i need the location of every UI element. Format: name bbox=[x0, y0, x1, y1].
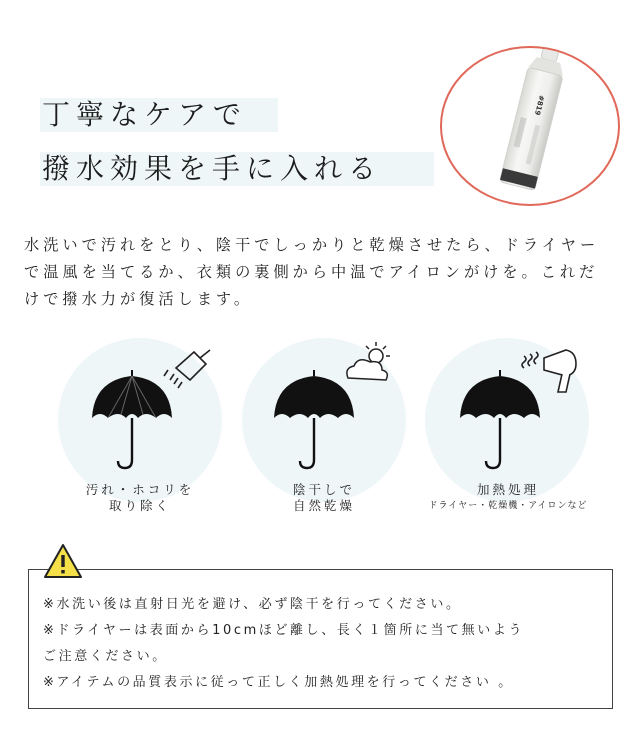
step-3-line-1: 加熱処理 bbox=[476, 482, 539, 497]
warning-icon bbox=[43, 543, 83, 579]
umbrella-sun-illustration bbox=[262, 340, 402, 480]
spray-can-icon bbox=[442, 48, 618, 204]
step-caption-1 bbox=[72, 482, 208, 514]
product-label: #819 bbox=[532, 94, 546, 117]
umbrella-icon bbox=[92, 370, 172, 468]
note-line-3: ご注意ください。 bbox=[43, 649, 168, 664]
step-1-line-2: 取り除く bbox=[108, 498, 171, 513]
description-text: 水洗いで汚れをとり、陰干でしっかりと乾燥させたら、ドライヤーで温風を当てるか、衣類の裏側から中温でアイロンがけを。これだけで撥水力が復活します。 bbox=[24, 236, 600, 308]
hair-dryer-icon bbox=[522, 350, 576, 392]
step-caption-3 bbox=[400, 482, 616, 514]
step-3-line-2: ドライヤー・乾燥機・アイロンなど bbox=[428, 501, 588, 511]
product-image bbox=[440, 46, 620, 206]
umbrella-icon bbox=[274, 370, 354, 468]
step-1-line-1: 汚れ・ホコリを bbox=[85, 482, 195, 497]
shower-head-icon bbox=[164, 350, 210, 388]
umbrella-shower-illustration bbox=[80, 340, 220, 480]
sun-cloud-icon bbox=[347, 342, 390, 380]
step-2-line-2: 自然乾燥 bbox=[292, 498, 355, 513]
note-line-1: ※水洗い後は直射日光を避け、必ず陰干を行ってください。 bbox=[43, 597, 462, 612]
step-caption-2 bbox=[252, 482, 396, 514]
umbrella-dryer-illustration bbox=[448, 340, 588, 480]
notes-text bbox=[43, 592, 603, 696]
step-2-line-1: 陰干しで bbox=[292, 482, 355, 497]
note-line-2: ※ドライヤーは表面から10cmほど離し、長く１箇所に当て無いよう bbox=[43, 623, 525, 638]
heading-line-2: 撥水効果を手に入れる bbox=[40, 152, 434, 186]
note-line-4: ※アイテムの品質表示に従って正しく加熱処理を行ってください 。 bbox=[43, 675, 514, 690]
notes-box bbox=[28, 569, 613, 709]
umbrella-icon bbox=[460, 370, 540, 468]
heading-line-1: 丁寧なケアで bbox=[40, 98, 278, 132]
